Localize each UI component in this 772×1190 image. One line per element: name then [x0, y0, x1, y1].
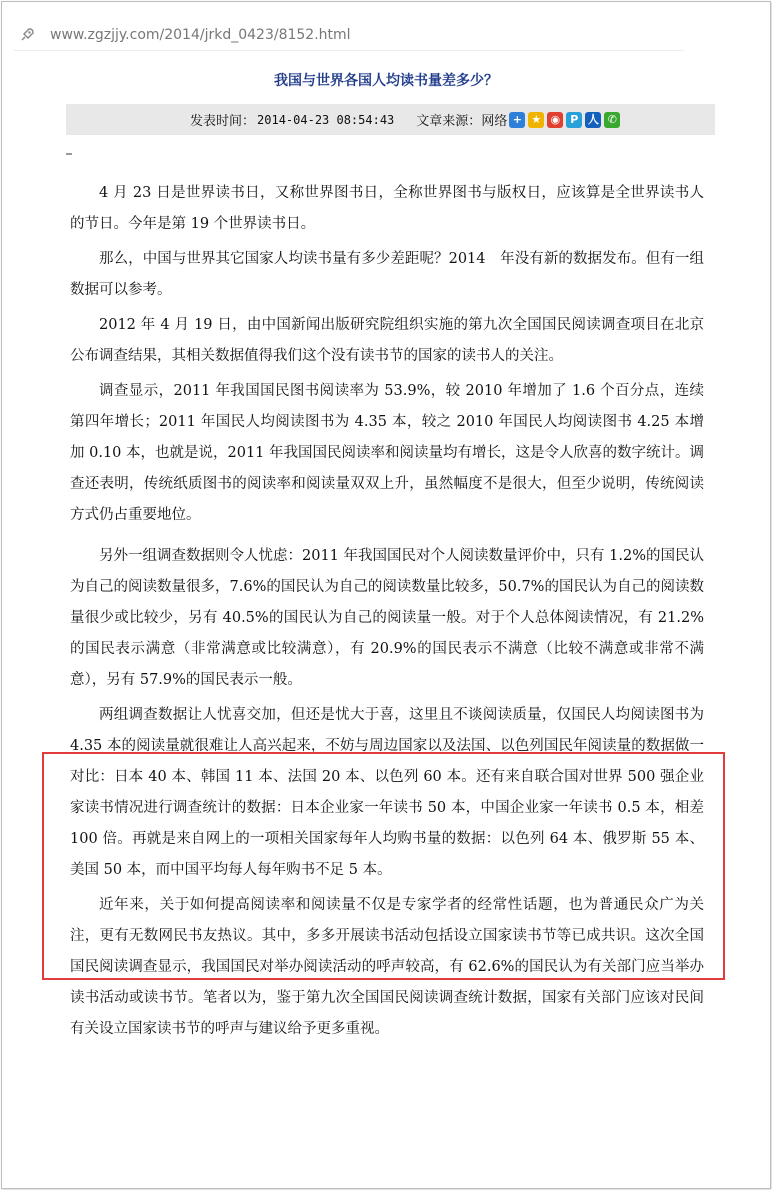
plus-share-icon[interactable]: +	[509, 112, 525, 128]
wechat-icon[interactable]: ✆	[604, 112, 620, 128]
divider-mark	[66, 153, 72, 155]
share-icons	[509, 112, 620, 128]
source-value: 网络	[481, 114, 508, 129]
address-bar[interactable]	[14, 20, 684, 51]
article-meta-bar	[66, 104, 715, 135]
paragraph-7: 近年来，关于如何提高阅读率和阅读量不仅是专家学者的经常性话题，也为普通民众广为关注，更有无数网民书友热议。其中，多多开展读书活动包括设立国家读书节等已成共识。这次全国国民阅读调查显示，我国国民对举办阅读活动的呼声较高，有 62.6%的国民认为有关部门应当举办读书活动或读书节。笔者以为，鉴于第九次全国国民阅读调查统计数据，国家有关部门应该对民间有关设立国家读书节的呼声与建议给予更多重视。	[70, 897, 704, 1037]
paragraph-4: 调查显示，2011 年我国国民图书阅读率为 53.9%，较 2010 年增加了 1.6 个百分点，连续第四年增长；2011 年国民人均阅读图书为 4.35 本，较之 2010 年国民人均阅读图书 4.25 本增加 0.10 本，也就是说，2011 年我国国民阅读率和阅读量均有增长，这是令人欣喜的数字统计。调查还表明，传统纸质图书的阅读率和阅读量双双上升，虽然幅度不是很大，但至少说明，传统阅读方式仍占重要地位。	[70, 383, 705, 523]
paragraph-5: 另外一组调查数据则令人忧虑：2011 年我国国民对个人阅读数量评价中，只有 1.2%的国民认为自己的阅读数量很多，7.6%的国民认为自己的阅读数量比较多，50.7%的国民认为自己的阅读数量很少或比较少，另有 40.5%的国民认为自己的阅读量一般。对于个人总体阅读情况，有 21.2%的国民表示满意（非常满意或比较满意），有 20.9%的国民表示不满意（比较不满意或非常不满意），另有 57.9%的国民表示一般。	[70, 548, 704, 688]
url-text: www.zgzjjy.com/2014/jrkd_0423/8152.html	[50, 27, 351, 43]
rocket-icon	[18, 26, 36, 44]
highlight-box	[42, 752, 725, 980]
published-label: 发表时间：	[190, 114, 256, 129]
weibo-icon[interactable]: ◉	[547, 112, 563, 128]
paragraph-1: 4 月 23 日是世界读书日，又称世界图书日，全称世界图书与版权日，应该算是全世界读书人的节日。今年是第 19 个世界读书日。	[70, 185, 704, 232]
source-label: 文章来源：	[416, 114, 482, 129]
paragraph-2: 那么，中国与世界其它国家人均读书量有多少差距呢？2014 年没有新的数据发布。但有一组数据可以参考。	[70, 251, 704, 298]
article-title: 我国与世界各国人均读书量差多少？	[274, 73, 498, 89]
qzone-icon[interactable]: ★	[528, 112, 544, 128]
paragraph-3: 2012 年 4 月 19 日，由中国新闻出版研究院组织实施的第九次全国国民阅读调查项目在北京公布调查结果，其相关数据值得我们这个没有读书节的国家的读书人的关注。	[70, 317, 704, 364]
published-date: 2014-04-23 08:54:43	[257, 112, 395, 127]
paragraph-6: 两组调查数据让人忧喜交加，但还是忧大于喜，这里且不谈阅读质量，仅国民人均阅读图书为 4.35 本的阅读量就很难让人高兴起来，不妨与周边国家以及法国、以色列国民年阅读量的数据做一对比：日本 40 本、韩国 11 本、法国 20 本、以色列 60 本。还有来自联合国对世界 500 强企业家读书情况进行调查统计的数据：日本企业家一年读书 50 本，中国企业家一年读书 0.5 本，相差 100 倍。再就是来自网上的一项相关国家每年人均购书量的数据：以色列 64 本、俄罗斯 55 本、美国 50 本，而中国平均每人每年购书不足 5 本。	[70, 707, 704, 878]
renren-icon[interactable]: 人	[585, 112, 601, 128]
pengyou-icon[interactable]: P	[566, 112, 582, 128]
